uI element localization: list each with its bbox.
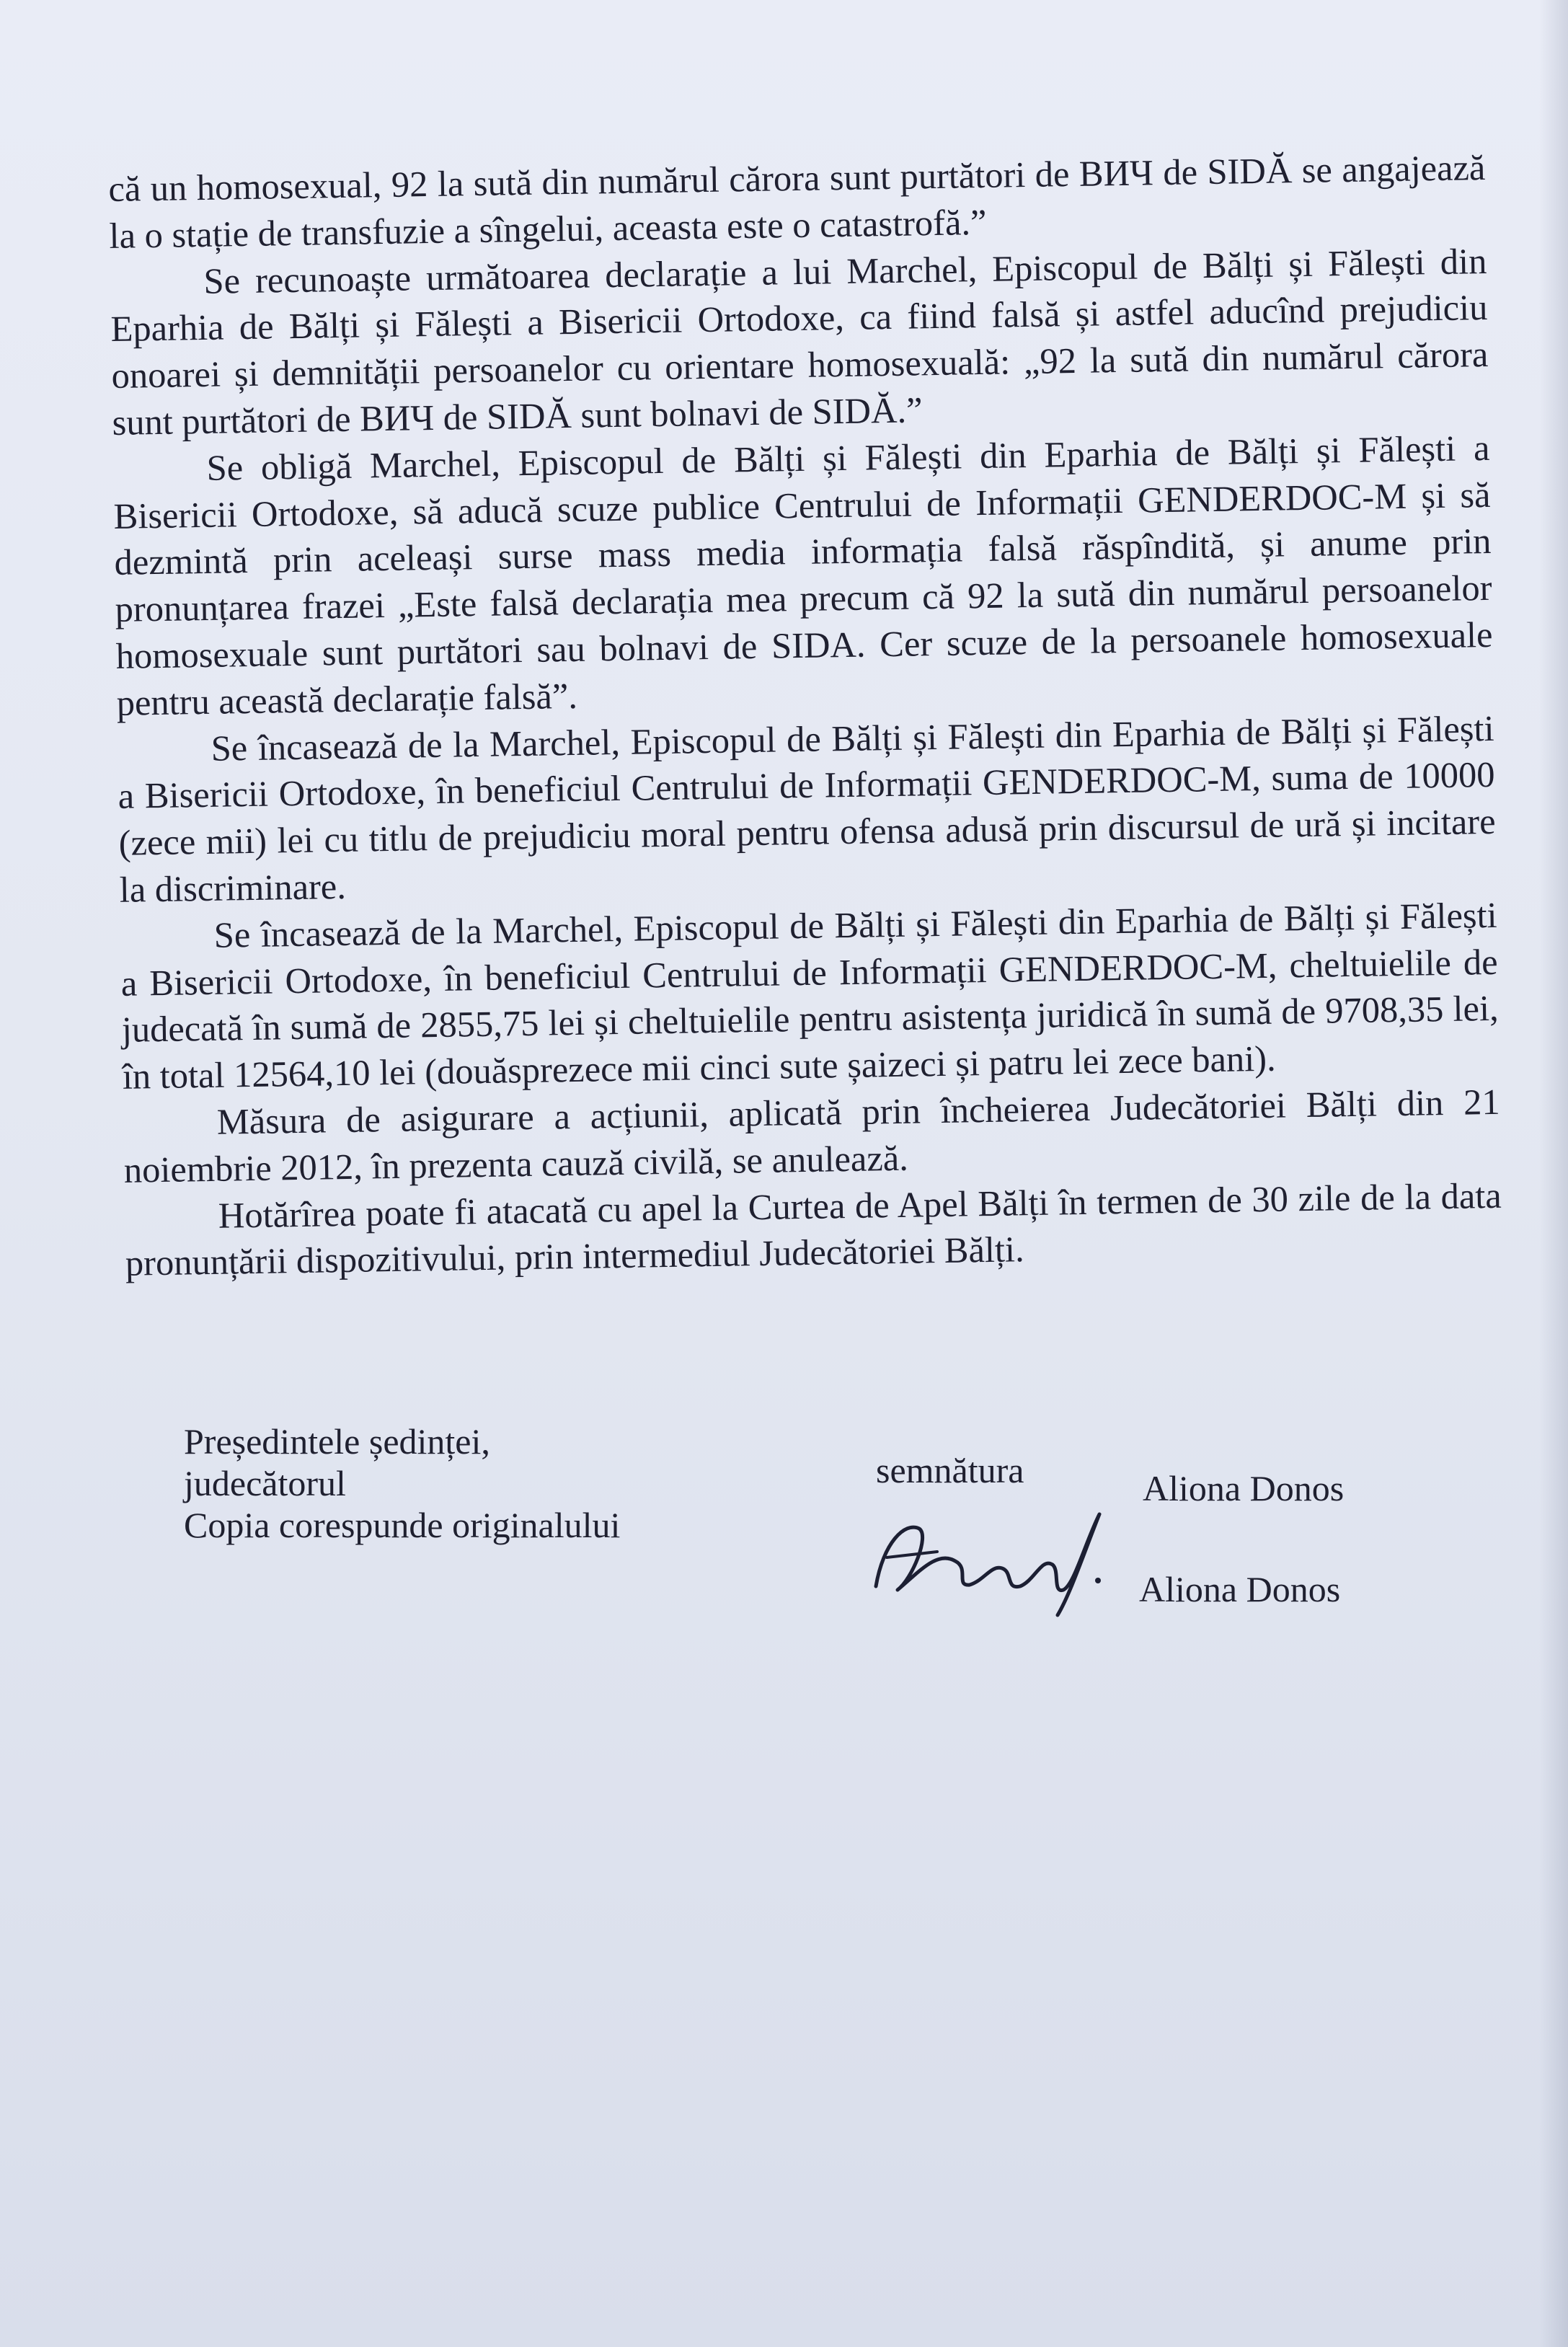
document-body: [108, 144, 1502, 1287]
signature-labels: [184, 1420, 833, 1546]
paragraph-appeal: Hotărîrea poate fi atacată cu apel la Curtea de Apel Bălți în termen de 30 zile de la data pronunțării dispozitivului, prin intermediul Judecătoriei Bălți.: [125, 1175, 1502, 1284]
president-label: Președintele ședinței,: [184, 1421, 490, 1462]
judge-name-copy: Aliona Donos: [1139, 1569, 1341, 1609]
paragraph-measure-annulled: Măsura de asigurare a acțiunii, aplicată prin încheierea Judecătoriei Bălți din 21 noiembrie 2012, în prezenta cauză civilă, se anulează.: [123, 1081, 1501, 1190]
signature-label: semnătura: [876, 1450, 1024, 1490]
copy-label: Copia corespunde originalului: [184, 1505, 621, 1545]
page-edge-shadow: [1539, 0, 1568, 2347]
judge-name: Aliona Donos: [1143, 1468, 1345, 1508]
paragraph-moral-damages: Se încasează de la Marchel, Episcopul de Bălți și Fălești din Eparhia de Bălți și Fălești a Bisericii Ortodoxe, în beneficiul Centrului de Informații GENDERDOC-M, suma de 10000 (zece mii) lei cu titlu de prejudiciu moral pentru ofensa adusă prin discursul de ură și incitare la discriminare.: [118, 707, 1496, 910]
paragraph-apology-obligation: Se obligă Marchel, Episcopul de Bălți și Fălești din Eparhia de Bălți și Fălești a Bisericii Ortodoxe, să aducă scuze publice Centrului de Informații GENDERDOC-M și să dezmintă prin aceleași surse mass media informația falsă răspîndită, și anume prin pronunțarea frazei „Este falsă declarația mea precum că 92 la sută din numărul persoanelor homosexuale sunt purtători sau bolnavi de SIDA. Cer scuze de la persoanele homosexuale pentru această declarație falsă”.: [113, 427, 1493, 723]
paragraph-court-costs: Se încasează de la Marchel, Episcopul de Bălți și Fălești din Eparhia de Bălți și Fălești a Bisericii Ortodoxe, în beneficiul Centrului de Informații GENDERDOC-M, cheltuielile de judecată în sumă de 2855,75 lei și cheltuielile pentru asistența juridică în sumă de 9708,35 lei, în total 12564,10 lei (douăsprezece mii cinci sute șaizeci și patru lei zece bani).: [120, 894, 1500, 1097]
paragraph-declaration-false: Se recunoaște următoarea declarație a lui Marchel, Episcopul de Bălți și Fălești din Eparhia de Bălți și Fălești a Bisericii Ortodoxe, ca fiind falsă și astfel aducînd prejudiciu onoarei și demnității persoanelor cu orientare homosexuală: „92 la sută din numărul cărora sunt purtători de ВИЧ de SIDĂ sunt bolnavi de SIDĂ.”: [110, 240, 1489, 443]
paragraph-continuation: că un homosexual, 92 la sută din numărul cărora sunt purtători de ВИЧ de SIDĂ se angajează la o stație de transfuzie a sîngelui, aceasta este o catastrofă.”: [108, 146, 1486, 256]
handwritten-signature-icon: [869, 1500, 1114, 1622]
judge-label: judecătorul: [184, 1463, 346, 1503]
